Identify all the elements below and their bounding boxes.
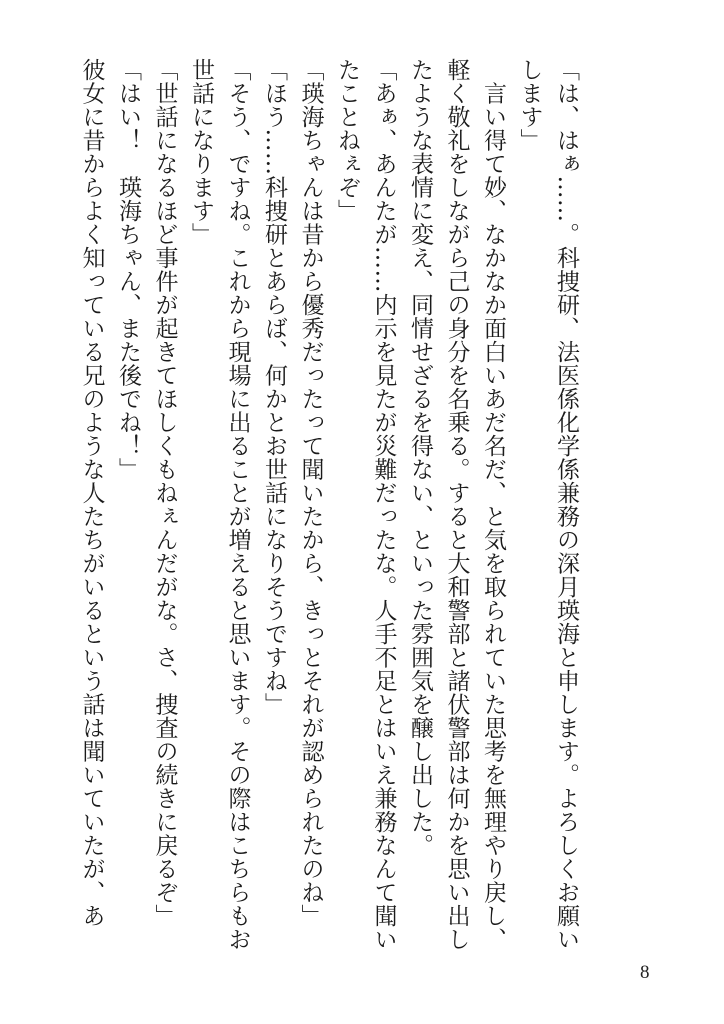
text-line-1: 「は、はぁ……。科捜研、法医係化学係兼務の深月瑛海と申します。よろしくお願い <box>553 58 579 951</box>
text-line-13: 「はい！ 瑛海ちゃん、また後でね！」 <box>115 58 141 481</box>
text-line-9: 「ほう……科捜研とあらば、何かとお世話になりそうですね」 <box>261 58 287 716</box>
text-line-10: 「そう、ですね。これから現場に出ることが増えると思います。その際はこちらもお <box>224 58 251 951</box>
text-line-12: 「世話になるほど事件が起きてほしくもねぇんだがな。さ、捜査の続きに戻るぞ」 <box>151 58 178 928</box>
vertical-text-block <box>78 58 584 958</box>
text-line-14: 彼女に昔からよく知っている兄のような人たちがいるという話は聞いていたが、あ <box>78 58 105 928</box>
text-line-3: 言い得て妙、なかなか面白いあだ名だ、と気を取られていた思考を無理やり戻し、 <box>480 58 506 951</box>
text-line-4: 軽く敬礼をしながら己の身分を名乗る。すると大和警部と諸伏警部は何かを思い出し <box>443 58 470 951</box>
text-line-5: たような表情に変え、同情せざるを得ない、といった雰囲気を醸し出した。 <box>407 58 433 857</box>
text-line-7: たことねぇぞ」 <box>334 58 360 223</box>
text-line-11: 世話になります」 <box>188 58 214 246</box>
page-number: 8 <box>640 962 650 983</box>
text-line-6: 「あぁ、あんたが……内示を見たが災難だったな。人手不足とはいえ兼務なんて聞い <box>370 58 397 951</box>
text-line-8: 「瑛海ちゃんは昔から優秀だったって聞いたから、きっとそれが認められたのね」 <box>297 58 324 928</box>
text-line-2: します」 <box>516 58 543 152</box>
